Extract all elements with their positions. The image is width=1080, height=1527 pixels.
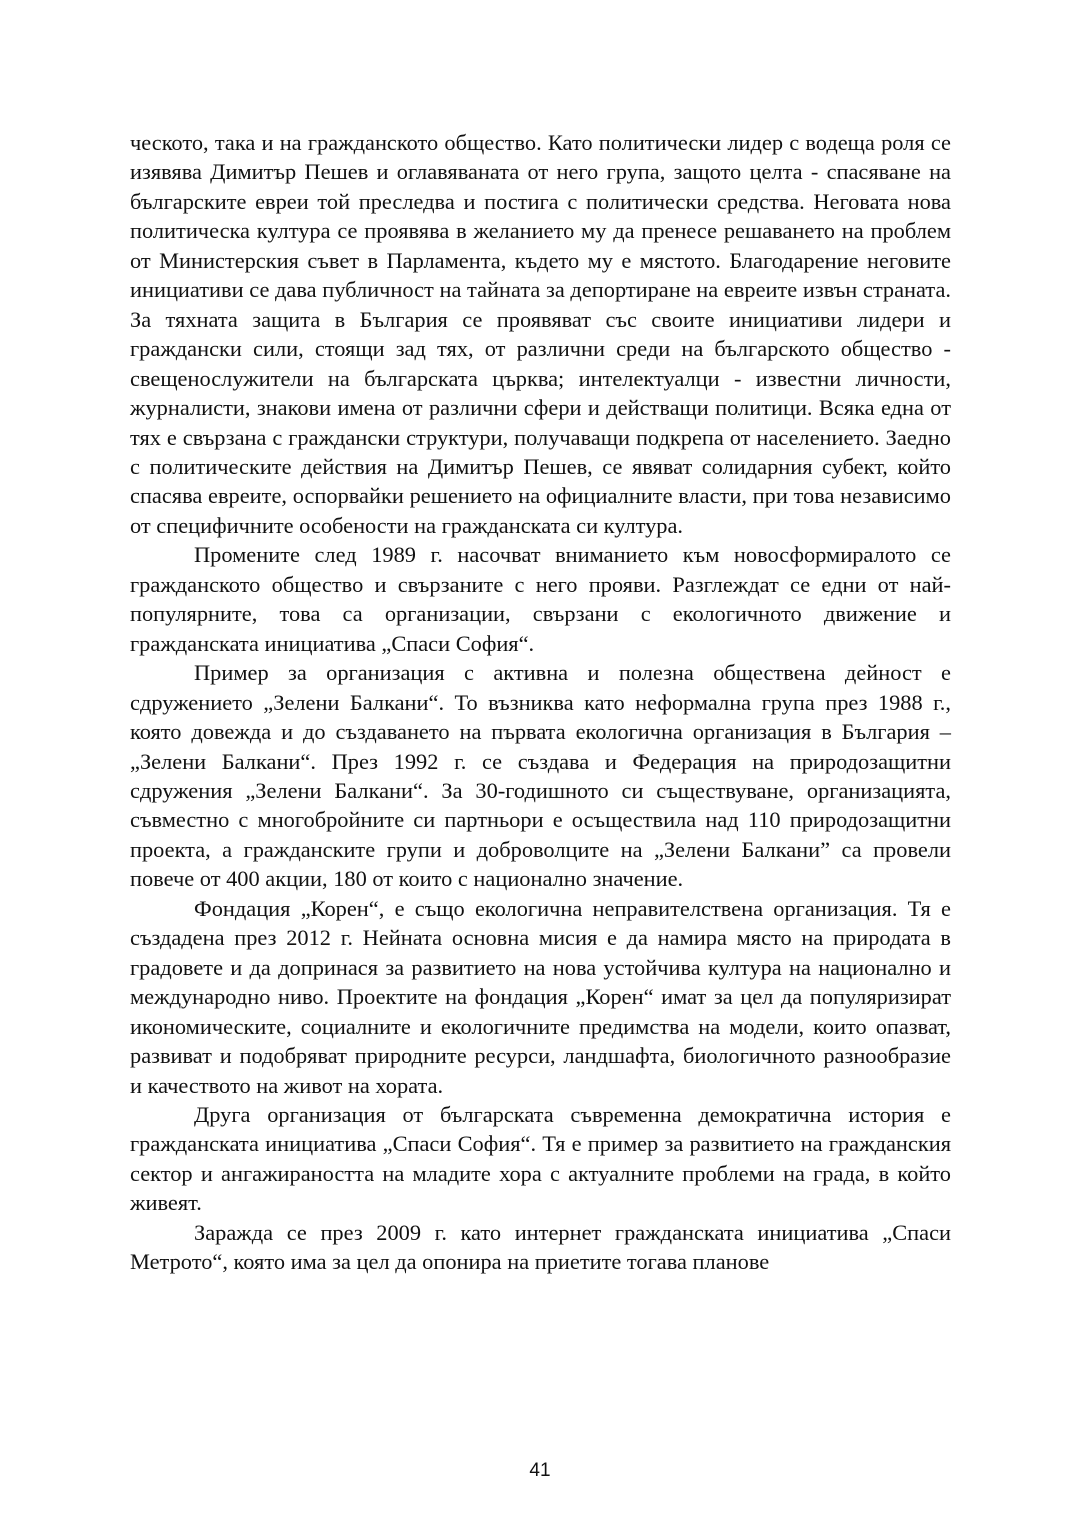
paragraph-1: ческото, така и на гражданското общество. Като политически лидер с водеща роля се изявява Димитър Пешев и оглавяваната от него група, защото целта - спасяване на българските евреи той преследва и постига с политически средства. Неговата нова политическа култура се проявява в желанието му да пренесе решаването на проблем от Министерския съвет в Парламента, където му е мястото. Благодарение неговите инициативи се дава публичност на тайната за депортиране на евреите извън страната. За тяхната защита в България се проявяват със своите инициативи лидери и граждански сили, стоящи зад тях, от различни среди на българското общество - свещенослужители на българската църква; интелектуалци - известни личности, журналисти, знакови имена от различни сфери и действащи политици. Всяка една от тях е свързана с граждански структури, получаващи подкрепа от населението. Заедно с политическите действия на Димитър Пешев, се явяват солидарния субект, който спасява евреите, оспорвайки решението на официалните власти, при това независимо от специфичните особености на гражданската си култура. bbox=[130, 130, 951, 538]
paragraph-4: Фондация „Корен“, е също екологична неправителствена организация. Тя е създадена през 2012 г. Нейната основна мисия е да намира място на природата в градовете и да допринася за развитието на нова устойчива култура на национално и международно ниво. Проектите на фондация „Корен“ имат за цел да популяризират икономическите, социалните и екологичните предимства на модели, които опазват, развиват и подобряват природните ресурси, ландшафта, биологичното разнообразие и качеството на живот на хората. bbox=[130, 895, 951, 1098]
page-body bbox=[130, 128, 951, 1277]
paragraph-5: Друга организация от българската съвременна демократична история е гражданската инициатива „Спаси София“. Тя е пример за развитието на гражданския сектор и ангажираността на младите хора с актуалните проблеми на града, в който живеят. bbox=[130, 1101, 951, 1216]
paragraph-6: Заражда се през 2009 г. като интернет гражданската инициатива „Спаси Метрото“, която има за цел да опонира на приетите тогава планове bbox=[130, 1219, 951, 1275]
page-number: 41 bbox=[529, 1460, 551, 1481]
paragraph-3: Пример за организация с активна и полезна обществена дейност е сдружението „Зелени Балкани“. То възниква като неформална група през 1988 г., която довежда и до създаването на първата екологична организация в България – „Зелени Балкани“. През 1992 г. се създава и Федерация на природозащитни сдружения „Зелени Балкани“. За 30-годишното си съществуване, организацията, съвместно с многобройните си партньори е осъществила над 110 природозащитни проекта, а гражданските групи и доброволците на „Зелени Балкани” са провели повече от 400 акции, 180 от които с национално значение. bbox=[130, 660, 951, 892]
paragraph-2: Промените след 1989 г. насочват вниманието към новосформиралото се гражданското общество и свързаните с него прояви. Разглеждат се едни от най-популярните, това са организации, свързани с екологичното движение и гражданската инициатива „Спаси София“. bbox=[130, 542, 951, 656]
